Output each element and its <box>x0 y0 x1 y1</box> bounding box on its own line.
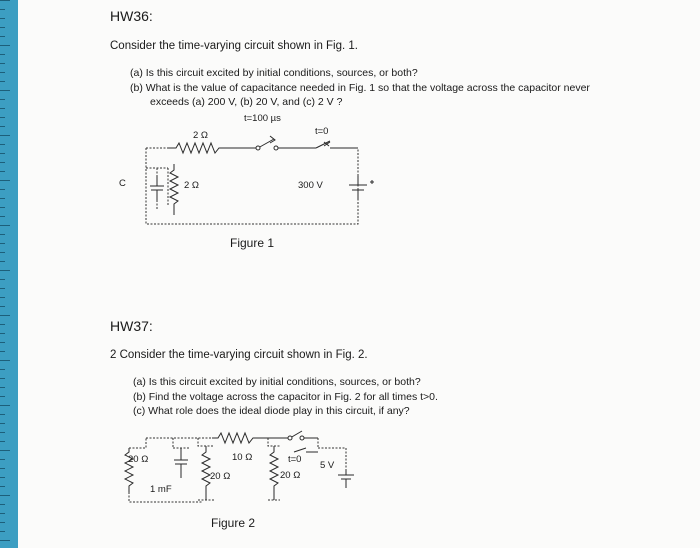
hw37-question-a: (a) Is this circuit excited by initial conditions, sources, or both? <box>133 376 421 388</box>
ruler-tick <box>0 252 5 253</box>
ruler-tick <box>0 117 5 118</box>
ruler-tick <box>0 234 5 235</box>
ruler-tick <box>0 9 5 10</box>
ruler-tick <box>0 99 5 100</box>
ruler-tick <box>0 369 5 370</box>
fig1-resistor-top <box>168 143 248 153</box>
ruler-tick <box>0 351 5 352</box>
ruler-tick <box>0 396 5 397</box>
fig2-capacitor-label: 1 mF <box>150 484 172 495</box>
ruler-tick <box>0 270 10 271</box>
hw37-question-c: (c) What role does the ideal diode play in this circuit, if any? <box>133 405 410 417</box>
fig1-capacitor-label: C <box>119 178 126 189</box>
hw37-intro: 2 Consider the time-varying circuit shown in Fig. 2. <box>110 349 368 361</box>
ruler-tick <box>0 144 5 145</box>
ruler-tick <box>0 333 5 334</box>
ruler-tick <box>0 486 5 487</box>
hw37-title: HW37: <box>110 318 153 334</box>
ruler-tick <box>0 414 5 415</box>
fig1-resistor-left-label: 2 Ω <box>184 180 200 191</box>
ruler-tick <box>0 189 5 190</box>
fig1-switch-2 <box>286 141 358 148</box>
fig1-time-label: t=100 µs <box>244 113 281 124</box>
ruler-tick <box>0 171 5 172</box>
fig2-source-label: 5 V <box>320 460 335 471</box>
ruler-tick <box>0 27 5 28</box>
ruler-tick <box>0 441 5 442</box>
ruler-tick <box>0 135 10 136</box>
ruler-tick <box>0 18 5 19</box>
ruler-tick <box>0 315 10 316</box>
ruler-tick <box>0 531 5 532</box>
ruler-tick <box>0 342 5 343</box>
ruler-tick <box>0 0 10 1</box>
ruler-tick <box>0 108 5 109</box>
ruler-tick <box>0 261 5 262</box>
hw37-question-b: (b) Find the voltage across the capacitor in Fig. 2 for all times t>0. <box>133 391 438 403</box>
hw36-question-b-line2: exceeds (a) 200 V, (b) 20 V, and (c) 2 V ? <box>150 96 343 108</box>
ruler-tick <box>0 522 5 523</box>
ruler-tick <box>0 432 5 433</box>
fig1-circuit <box>146 136 374 224</box>
ruler-tick <box>0 405 10 406</box>
ruler-tick <box>0 495 10 496</box>
fig2-switch-label: t=0 <box>288 454 302 465</box>
fig1-resistor-left <box>170 164 178 215</box>
fig2-switch <box>294 448 318 452</box>
ruler-tick <box>0 81 5 82</box>
ruler-tick <box>0 126 5 127</box>
hw36-intro: Consider the time-varying circuit shown in Fig. 1. <box>110 40 358 52</box>
homework-page <box>18 0 700 548</box>
fig2-diode <box>280 431 318 438</box>
hw36-question-a: (a) Is this circuit excited by initial conditions, sources, or both? <box>130 67 418 79</box>
fig2-resistor-right <box>270 446 278 500</box>
ruler-tick <box>0 288 5 289</box>
fig2-resistor-top <box>212 433 280 443</box>
ruler-tick <box>0 459 5 460</box>
ruler-tick <box>0 423 5 424</box>
fig1-switch-1 <box>248 139 286 148</box>
ruler-tick <box>0 297 5 298</box>
ruler-tick <box>0 198 5 199</box>
ruler-tick <box>0 540 10 541</box>
fig2-caption: Figure 2 <box>211 516 256 530</box>
ruler-tick <box>0 243 5 244</box>
ruler-tick <box>0 477 5 478</box>
fig2-resistor-mid-label: 20 Ω <box>210 471 231 482</box>
fig1-switch-label: t=0 <box>315 126 329 137</box>
hw36-question-b-line1: (b) What is the value of capacitance needed in Fig. 1 so that the voltage across the capacitor never <box>130 82 590 94</box>
fig2-resistor-mid <box>202 446 210 500</box>
ruler-tick <box>0 450 10 451</box>
ruler-tick <box>0 513 5 514</box>
ruler-tick <box>0 378 5 379</box>
fig1-capacitor <box>150 176 164 200</box>
fig2-resistor-right-label: 20 Ω <box>280 470 301 481</box>
ruler-tick <box>0 180 10 181</box>
ruler-tick <box>0 360 10 361</box>
hw36-title: HW36: <box>110 8 153 24</box>
ruler-tick <box>0 279 5 280</box>
fig1-caption: Figure 1 <box>230 236 275 250</box>
ruler-tick <box>0 72 5 73</box>
ruler-tick <box>0 504 5 505</box>
circuit-diagrams <box>18 0 700 548</box>
ruler-tick <box>0 63 5 64</box>
ruler-tick <box>0 324 5 325</box>
page-edge-ruler <box>0 0 18 548</box>
ruler-tick <box>0 468 5 469</box>
ruler-tick <box>0 45 10 46</box>
ruler-tick <box>0 54 5 55</box>
fig1-resistor-top-label: 2 Ω <box>193 130 209 141</box>
fig2-resistor-top-label: 10 Ω <box>232 452 253 463</box>
ruler-tick <box>0 387 5 388</box>
ruler-tick <box>0 225 10 226</box>
fig2-resistor-left-label: 20 Ω <box>128 454 149 465</box>
ruler-tick <box>0 90 10 91</box>
ruler-tick <box>0 153 5 154</box>
ruler-tick <box>0 36 5 37</box>
ruler-tick <box>0 162 5 163</box>
fig1-source-label: 300 V <box>298 180 323 191</box>
ruler-tick <box>0 216 5 217</box>
ruler-tick <box>0 306 5 307</box>
fig2-voltage-source <box>338 470 354 488</box>
ruler-tick <box>0 207 5 208</box>
fig2-capacitor <box>174 448 188 478</box>
